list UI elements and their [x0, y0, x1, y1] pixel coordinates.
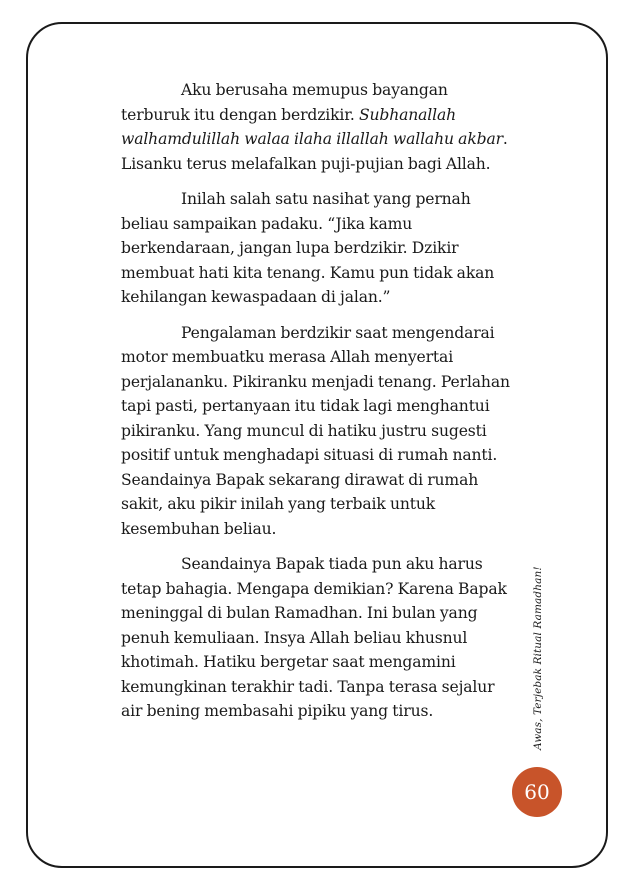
paragraph-1-part-3: . Lisanku terus melafalkan puji-pujian bagi Allah.: [121, 130, 508, 173]
paragraph-1: [121, 78, 519, 176]
paragraph-1-part-1: Aku berusaha memupus bayangan terburuk itu dengan berdzikir.: [121, 81, 448, 124]
book-title-running-header: Awas, Terjebak Ritual Ramadhan!: [532, 566, 544, 750]
paragraph-3: Pengalaman berdzikir saat mengendarai motor membuatku merasa Allah menyertai perjalananku. Pikiranku menjadi tenang. Perlahan tapi pasti, pertanyaan itu tidak lagi menghantui pikiranku. Yang muncul di hatiku justru sugesti positif untuk menghadapi situasi di rumah nanti. Seandainya Bapak sekarang dirawat di rumah sakit, aku pikir inilah yang terbaik untuk kesembuhan beliau.: [121, 323, 510, 538]
body-text: [121, 78, 519, 735]
paragraph-2: Inilah salah satu nasihat yang pernah beliau sampaikan padaku. “Jika kamu berkendaraan, jangan lupa berdzikir. Dzikir membuat hati kita tenang. Kamu pun tidak akan kehilangan kewaspadaan di jalan.”: [121, 190, 495, 306]
paragraph-1-italic-dzikir: Subhanallah walhamdulillah walaa ilaha illallah wallahu akbar: [121, 105, 503, 148]
page-number-badge: [512, 767, 562, 817]
paragraph-4: Seandainya Bapak tiada pun aku harus tetap bahagia. Mengapa demikian? Karena Bapak meninggal di bulan Ramadhan. Ini bulan yang penuh kemuliaan. Insya Allah beliau khusnul khotimah. Hatiku bergetar saat mengamini kemungkinan terakhir tadi. Tanpa terasa sejalur air bening membasahi pipiku yang tirus.: [121, 555, 507, 720]
page-number: 60: [524, 780, 550, 804]
